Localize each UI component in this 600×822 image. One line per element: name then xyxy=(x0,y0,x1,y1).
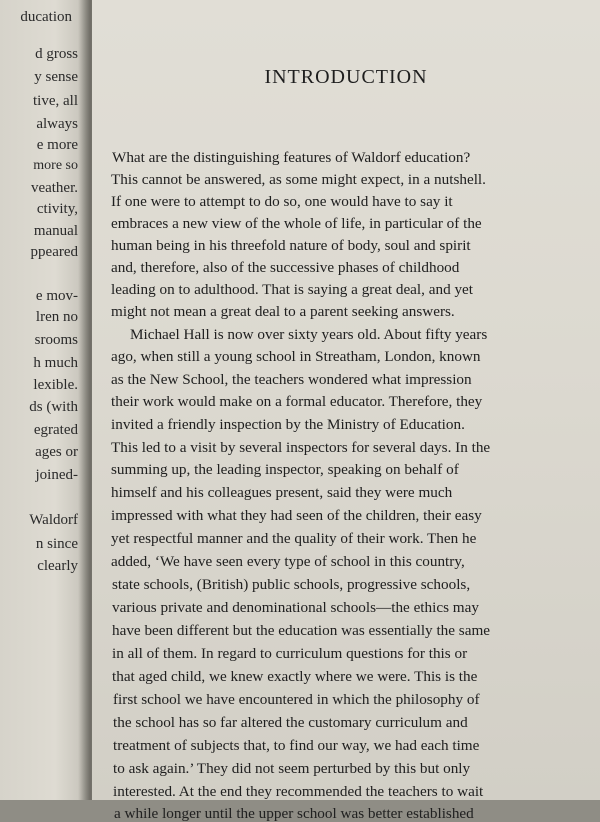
body-line: What are the distinguishing features of Waldorf education? xyxy=(112,149,471,166)
body-line: human being in his threefold nature of body, soul and spirit xyxy=(111,237,471,254)
left-page-fragment: Waldorf xyxy=(29,512,78,528)
body-line: This cannot be answered, as some might expect, in a nutshell. xyxy=(111,171,486,188)
left-page-fragment: always xyxy=(36,116,78,132)
body-line: the school has so far altered the customary curriculum and xyxy=(113,714,468,731)
left-page-fragment: ctivity, xyxy=(36,201,78,217)
left-page-fragment: ds (with xyxy=(29,399,78,415)
left-page-fragment: lren no xyxy=(35,309,78,325)
left-page-fragment: e mov- xyxy=(35,288,78,304)
left-page-fragment: tive, all xyxy=(33,93,78,109)
left-page-fragment: veather. xyxy=(30,180,78,196)
left-page-fragment: n since xyxy=(35,536,78,552)
left-page-fragment: h much xyxy=(33,355,78,371)
body-line: treatment of subjects that, to find our way, we had each time xyxy=(113,737,480,754)
body-line: a while longer until the upper school was better established xyxy=(114,805,474,822)
body-line: as the New School, the teachers wondered what impression xyxy=(111,371,472,388)
left-page-fragment: d gross xyxy=(35,46,78,62)
body-line: If one were to attempt to do so, one would have to say it xyxy=(111,193,453,210)
left-page-fragment: lexible. xyxy=(33,377,78,393)
body-line: embraces a new view of the whole of life, in particular of the xyxy=(111,215,482,232)
body-line: to ask again.’ They did not seem perturbed by this but only xyxy=(113,760,471,777)
left-page-fragment: clearly xyxy=(37,558,78,574)
body-line: ago, when still a young school in Streatham, London, known xyxy=(111,348,481,365)
body-line: have been different but the education was essentially the same xyxy=(112,622,491,639)
body-line: interested. At the end they recommended the teachers to wait xyxy=(113,783,484,800)
body-line: various private and denominational schools—the ethics may xyxy=(112,599,479,616)
chapter-title: INTRODUCTION xyxy=(264,66,428,88)
left-page-fragment: more so xyxy=(33,158,78,173)
left-page-fragment: ages or xyxy=(35,444,78,460)
left-page-fragment: srooms xyxy=(34,332,78,348)
left-page-fragment: y sense xyxy=(34,69,78,85)
body-line: invited a friendly inspection by the Ministry of Education. xyxy=(111,416,465,433)
body-line: state schools, (British) public schools, progressive schools, xyxy=(112,576,471,593)
body-line: in all of them. In regard to curriculum questions for this or xyxy=(112,645,468,662)
left-page-fragment: ducation xyxy=(20,9,72,25)
body-line: that aged child, we knew exactly where we were. This is the xyxy=(112,668,478,685)
body-line: their work would make on a formal educator. Therefore, they xyxy=(111,393,483,410)
body-line: This led to a visit by several inspectors for several days. In the xyxy=(111,439,491,456)
body-line: first school we have encountered in which the philosophy of xyxy=(113,691,480,708)
body-line: leading on to adulthood. That is saying a great deal, and yet xyxy=(111,281,474,298)
left-page-fragment: joined- xyxy=(35,467,78,483)
body-line: impressed with what they had seen of the children, their easy xyxy=(111,507,482,524)
body-line: yet respectful manner and the quality of their work. Then he xyxy=(111,530,477,547)
left-page-fragment: manual xyxy=(33,223,78,239)
body-line: might not mean a great deal to a parent seeking answers. xyxy=(111,303,455,320)
left-page-fragment: egrated xyxy=(33,422,78,438)
body-line: Michael Hall is now over sixty years old. About fifty years xyxy=(130,326,488,343)
body-line: himself and his colleagues present, said they were much xyxy=(111,484,453,501)
right-page xyxy=(92,0,600,822)
left-page-fragment: e more xyxy=(36,137,78,153)
body-line: and, therefore, also of the successive phases of childhood xyxy=(111,259,460,276)
body-line: added, ‘We have seen every type of school in this country, xyxy=(111,553,465,570)
body-line: summing up, the leading inspector, speaking on behalf of xyxy=(111,461,459,478)
left-page-fragment: ppeared xyxy=(30,244,78,260)
